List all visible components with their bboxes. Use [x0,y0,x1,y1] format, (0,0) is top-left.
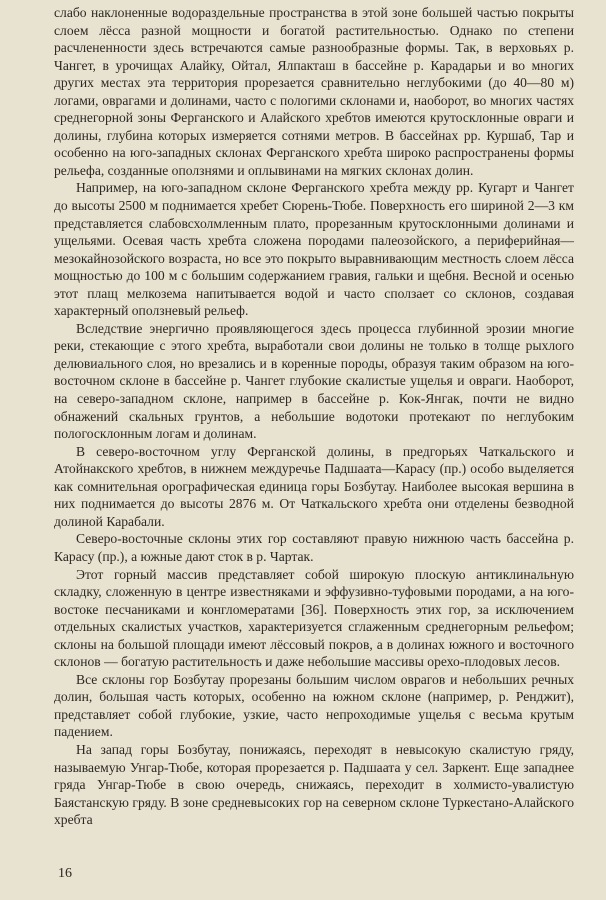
paragraph-ungar-tyube: На запад горы Бозбутау, понижаясь, переходят в невысокую скалистую гряду, называемую Унгар-Тюбе, которая прорезается р. Падшаата у сел. Заркент. Еще западнее гряда Унгар-Тюбе в свою очередь, снижаясь, переходит в холмисто-увалистую Баястанскую гряду. В зоне средневысоких гор на северном склоне Туркестано-Алайского хребта [54,741,574,828]
paragraph-syuren-tyube: Например, на юго-западном склоне Ферганского хребта между рр. Кугарт и Чангет до высоты 2500 м поднимается хребет Сюрень-Тюбе. Поверхность его шириной 2—3 км представляется слабовсхолмленным плато, прорезанным крутосклонными долинами и ущельями. Осевая часть хребта сложена породами палеозойского, а периферийная—мезокайнозойского возраста, но все это покрыто выравнивающим местность слоем лёсса мощностью до 100 м с большим содержанием гравия, гальки и щебня. Весной и осенью этот плащ мелкозема напитывается водой и часто сползает со склонов, создавая характерный оползневый рельеф. [54,180,574,319]
page-number: 16 [58,866,72,881]
paragraph-continued: слабо наклоненные водораздельные пространства в этой зоне большей частью покрыты слоем лёсса разной мощности и богатой растительностью. Однако по степени расчлененности здесь встречаются самые разнообразные формы. Так, в верховьях р. Чангет, в урочищах Алайку, Ойтал, Ялпакташ в бассейне р. Карадарьи и во многих других местах эта территория прорезается сравнительно неглубокими (до 40—80 м) логами, оврагами и долинами, часто с пологими склонами и, наоборот, во многих частях среднегорной зоны Ферганского и Алайского хребтов имеются крутосклонные овраги и долины, глубина которых измеряется сотнями метров. В бассейнах рр. Куршаб, Тар и особенно на юго-западных склонах Ферганского хребта широко распространены формы рельефа, созданные оползнями и оплывинами на мягких склонах долин. [54,5,574,178]
paragraph-anticline: Этот горный массив представляет собой широкую плоскую антиклинальную складку, сложенную в центре известняками и эффузивно-туфовыми породами, а на юго-востоке песчаниками и конгломератами [36]. Поверхность этих гор, за исключением отдельных скалистых участков, характеризуется сглаженным среднегорным рельефом; склоны на большой площади имеют лёссовый покров, а в долинах южного и восточного склонов — богатую растительность и даже небольшие массивы орехо-плодовых лесов. [54,566,574,670]
paragraph-slopes: Северо-восточные склоны этих гор составляют правую нижнюю часть бассейна р. Карасу (пр.), а южные дают сток в р. Чартак. [54,531,574,564]
paragraph-bozbutau: В северо-восточном углу Ферганской долины, в предгорьях Чаткальского и Атойнакского хребтов, в нижнем междуречье Падшаата—Карасу (пр.) особо выделяется как сомнительная орографическая единица горы Бозбутау. Наиболее высокая вершина в них поднимается до высоты 2876 м. От Чаткальского хребта они отделены безводной долиной Карабали. [54,443,574,529]
paragraph-ravines: Все склоны гор Бозбутау прорезаны большим числом оврагов и небольших речных долин, большая часть которых, особенно на южном склоне (например, р. Ренджит), представляет собой глубокие, узкие, часто непроходимые ущелья с весьма крутым падением. [54,671,574,740]
paragraph-erosion: Вследствие энергично проявляющегося здесь процесса глубинной эрозии многие реки, стекающие с этого хребта, выработали свои долины не только в толще рыхлого делювиального слоя, но врезались и в коренные породы, образуя таким образом на юго-восточном склоне в бассейне р. Чангет глубокие скалистые ущелья и овраги. Наоборот, на северо-западном склоне, например в бассейне р. Кок-Янгак, почти не видно обнажений скальных грунтов, а небольшие водотоки протекают по неглубоким пологосклонным логам и долинам. [54,320,574,442]
